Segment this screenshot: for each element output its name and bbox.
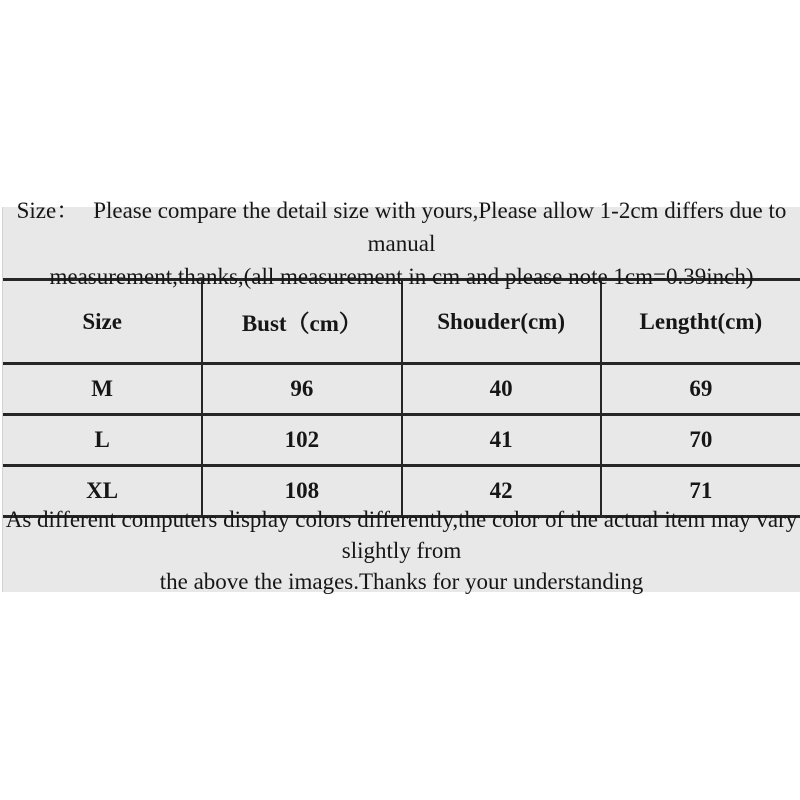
size-chart-panel [2,198,800,594]
size-value: XL [3,466,202,517]
size-value: L [3,415,202,466]
length-value: 69 [601,364,800,415]
column-header-bust: Bust（cm） [202,280,401,364]
column-header-size: Size [3,280,202,364]
column-header-length: Lengtht(cm) [601,280,800,364]
color-disclaimer [3,506,800,594]
shoulder-value: 42 [402,466,601,517]
length-value: 71 [601,466,800,517]
bust-value: 102 [202,415,401,466]
size-note [3,198,800,289]
color-disclaimer-line1: As different computers display colors differently,the color of the actual item may vary slightly from [5,506,798,563]
column-header-shoulder: Shouder(cm) [402,280,601,364]
size-value: M [3,364,202,415]
shoulder-value: 41 [402,415,601,466]
bust-value: 96 [202,364,401,415]
size-note-line2: measurement,thanks,(all measurement in cm and please note 1cm=0.39inch) [49,264,754,289]
length-value: 70 [601,415,800,466]
size-note-label: Size： [16,198,80,223]
bust-value: 108 [202,466,401,517]
size-table [3,278,800,518]
shoulder-value: 40 [402,364,601,415]
size-note-text: Please compare the detail size with yours,Please allow 1-2cm differs due to manual [93,198,787,256]
table-row-l [3,415,800,466]
table-row-m [3,364,800,415]
size-note-line1 [3,194,800,260]
color-disclaimer-line2: the above the images.Thanks for your understanding [159,568,644,594]
